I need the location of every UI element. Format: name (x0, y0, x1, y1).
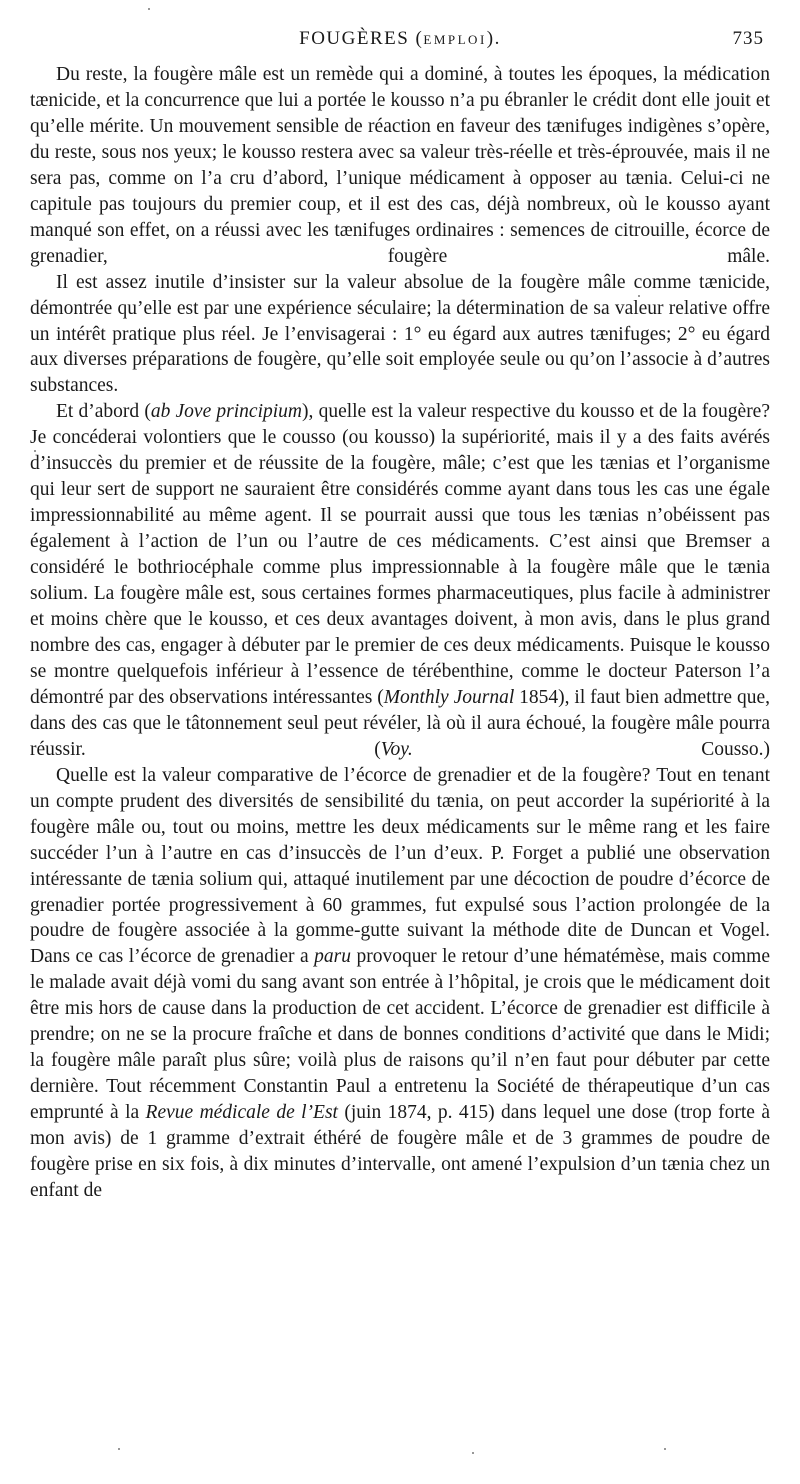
paragraph-text: Il est assez inutile d’insister sur la valeur absolue de la fougère mâle comme tænicide, démontrée qu’elle est par une expérience séculaire; la détermination de sa valeur relative offre un intérêt pratique plus réel. Je l’envisagerai : 1° eu égard aux autres tænifuges; 2° eu égard aux diverses préparations de fougère, qu’elle soit employée seule ou qu’on l’associe à d’autres substances. (30, 271, 770, 397)
paper-speck (638, 295, 640, 297)
running-title (30, 28, 770, 50)
emphasis: paru (314, 946, 351, 968)
paragraph-text: Et d’abord ( (56, 401, 151, 423)
cross-reference: Voy. (380, 738, 413, 760)
paragraph-2 (30, 270, 770, 400)
running-title-small-caps: EMPLOI (423, 32, 487, 47)
paper-speck (664, 1448, 666, 1450)
page-body (30, 62, 770, 1204)
page-header (30, 28, 770, 58)
paragraph-3 (30, 399, 770, 762)
paper-speck (34, 450, 36, 452)
paper-speck (472, 1452, 474, 1454)
paragraph-4 (30, 763, 770, 1204)
paragraph-text: Quelle est la valeur comparative de l’écorce de grenadier et de la fougère? Tout en tenant un compte prudent des diversités de sensibilité du tænia, on peut accorder la supériorité à la fougère mâle ou, tout ou moins, mettre les deux médicaments sur le même rang et les faire succéder l’un à l’autre en cas d’insuccès de l’un d’eux. P. Forget a publié une observation intéressante de tænia solium qui, attaqué inutilement par une décoction de poudre d’écorce de grenadier portée progressivement à 60 grammes, fut expulsé sous l’action prolongée de la poudre de fougère associée à la gomme-gutte suivant la méthode dite de Duncan et Vogel. Dans ce cas l’écorce de grenadier a (30, 764, 770, 968)
running-title-main: FOUGÈRES ( (299, 28, 424, 49)
running-title-close: ). (486, 28, 501, 49)
paragraph-text: (juin 1874, p. 415) dans lequel une dose (trop forte à mon avis) de 1 gramme d’extrait éthéré de fougère mâle et de 3 grammes de poudre de fougère prise en six fois, à dix minutes d’intervalle, ont amené l’expulsion d’un tænia chez un enfant de (30, 1102, 770, 1201)
paragraph-1 (30, 62, 770, 270)
paragraph-text: Du reste, la fougère mâle est un remède qui a dominé, à toutes les époques, la médication tænicide, et la concurrence que lui a portée le kousso n’a pu ébranler le crédit dont elle jouit et qu’elle mérite. Un mouvement sensible de réaction en faveur des tænifuges indigènes s’opère, du reste, sous nos yeux; le kousso restera avec sa valeur très-réelle et très-éprouvée, mais il ne sera pas, comme on l’a cru d’abord, l’unique médicament à opposer au tænia. Celui-ci ne capitule pas toujours du premier coup, et il est des cas, déjà nombreux, où le kousso ayant manqué son effet, on a réussi avec les tænifuges ordinaires : semences de citrouille, écorce de grenadier, fougère mâle. (30, 64, 770, 267)
paragraph-text: 1854), il faut bien admettre que, dans des cas que le tâtonnement seul peut révéler, là où il aura échoué, la fougère mâle pourra réussir. ( (30, 686, 770, 760)
paragraph-text: ), quelle est la valeur respective du kousso et de la fougère? Je concéderai volontiers que le cousso (ou kousso) la supériorité, mais il y a des faits avérés d’insuccès du premier et de réussite de la fougère, mâle; c’est que les tænias et l’organisme qui leur sert de support ne sauraient être considérés comme ayant dans tous les cas une égale impressionnabilité au même agent. Il se pourrait aussi que tous les tænias n’obéissent pas également à l’action de l’un ou l’autre de ces médicaments. C’est ainsi que Bremser a considéré le bothriocéphale comme plus impressionnable à la fougère mâle que le tænia solium. La fougère mâle est, sous certaines formes pharmaceutiques, plus facile à administrer et moins chère que le kousso, et ces deux avantages doivent, à mon avis, dans le plus grand nombre des cas, engager à débuter par le premier de ces deux médicaments. Puisque le kousso se montre quelquefois inférieur à l’essence de térébenthine, comme le docteur Paterson l’a démontré par des observations intéressantes ( (30, 401, 770, 708)
page-number: 735 (732, 28, 764, 49)
paper-speck (148, 8, 150, 10)
paragraph-text: Cousso.) (412, 738, 770, 760)
journal-title: Monthly Journal (383, 686, 515, 708)
latin-phrase: ab Jove principium (150, 401, 303, 423)
paragraph-text: provoquer le retour d’une hématémèse, mais comme le malade avait déjà vomi du sang avant son entrée à l’hôpital, je crois que le médicament doit être mis hors de cause dans la production de cet accident. L’écorce de grenadier est difficile à prendre; on ne se la procure fraîche et dans de bonnes conditions d’activité que dans le Midi; la fougère mâle paraît plus sûre; voilà plus de raisons qu’il n’en faut pour débuter par cette dernière. Tout récemment Constantin Paul a entretenu la Société de thérapeutique d’un cas emprunté à la (30, 946, 770, 1124)
paper-speck (118, 1448, 120, 1450)
journal-title: Revue médicale de l’Est (145, 1102, 338, 1124)
